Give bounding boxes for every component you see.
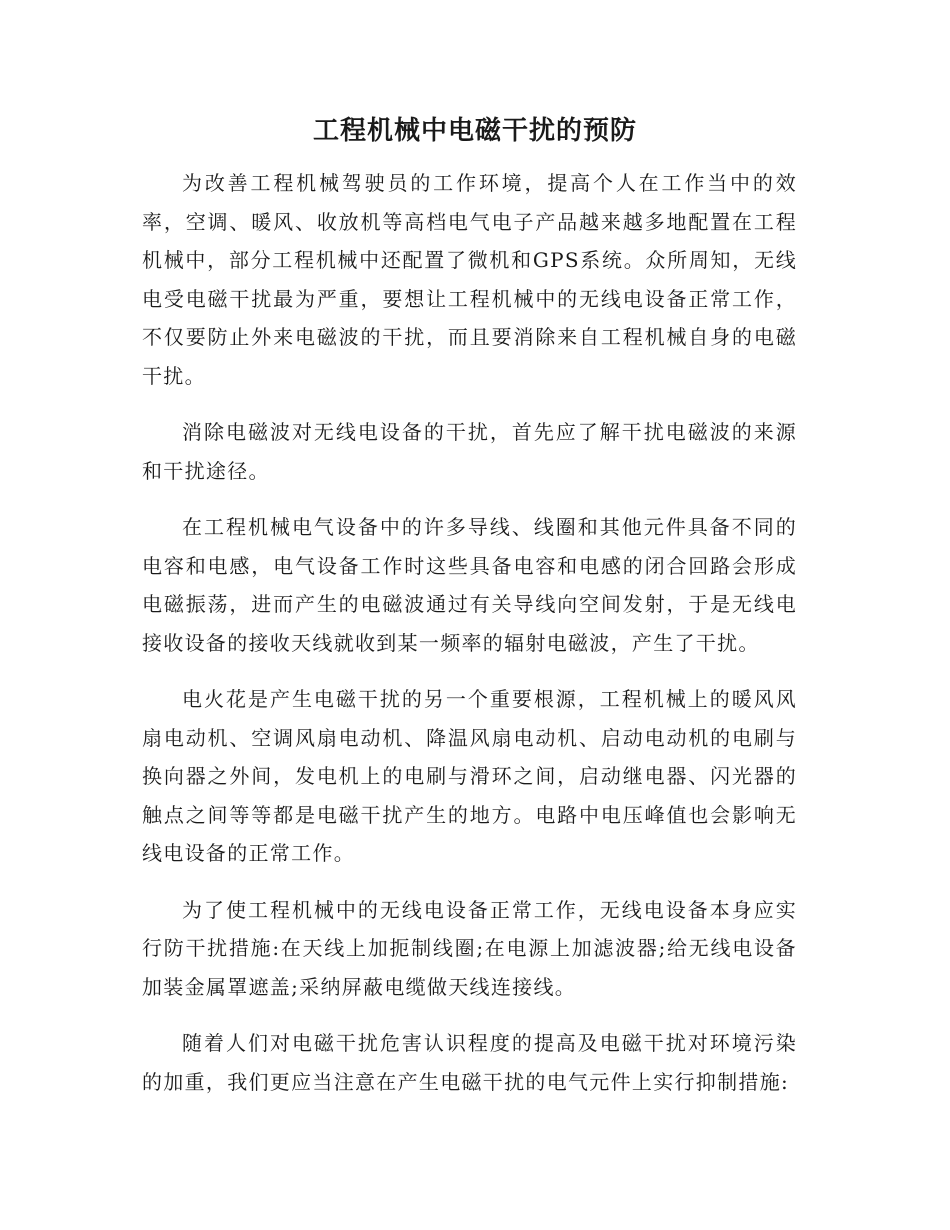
paragraph-4: 电火花是产生电磁干扰的另一个重要根源，工程机械上的暖风风扇电动机、空调风扇电动机、降温风扇电动机、启动电动机的电刷与换向器之外间，发电机上的电刷与滑环之间，启动继电器、闪光器的触点之间等等都是电磁干扰产生的地方。电路中电压峰值也会影响无线电设备的正常工作。 xyxy=(142,687,797,865)
paragraph-5: 为了使工程机械中的无线电设备正常工作，无线电设备本身应实行防干扰措施:在天线上加扼制线圈;在电源上加滤波器;给无线电设备加装金属罩遮盖;采纳屏蔽电缆做天线连接线。 xyxy=(142,897,797,999)
paragraph-2: 消除电磁波对无线电设备的干扰，首先应了解干扰电磁波的来源和干扰途径。 xyxy=(142,420,797,483)
paragraph-3: 在工程机械电气设备中的许多导线、线圈和其他元件具备不同的电容和电感，电气设备工作时这些具备电容和电感的闭合回路会形成电磁振荡，进而产生的电磁波通过有关导线向空间发射，于是无线电接收设备的接收天线就收到某一频率的辐射电磁波，产生了干扰。 xyxy=(142,515,797,655)
document-body xyxy=(142,164,797,1119)
paragraph-6: 随着人们对电磁干扰危害认识程度的提高及电磁干扰对环境污染的加重，我们更应当注意在产生电磁干扰的电气元件上实行抑制措施: xyxy=(142,1031,797,1094)
document-title: 工程机械中电磁干扰的预防 xyxy=(312,116,637,146)
paragraph-1: 为改善工程机械驾驶员的工作环境，提高个人在工作当中的效率，空调、暖风、收放机等高档电气电子产品越来越多地配置在工程机械中，部分工程机械中还配置了微机和GPS系统。众所周知，无线电受电磁干扰最为严重，要想让工程机械中的无线电设备正常工作，不仅要防止外来电磁波的干扰，而且要消除来自工程机械自身的电磁干扰。 xyxy=(142,171,797,388)
